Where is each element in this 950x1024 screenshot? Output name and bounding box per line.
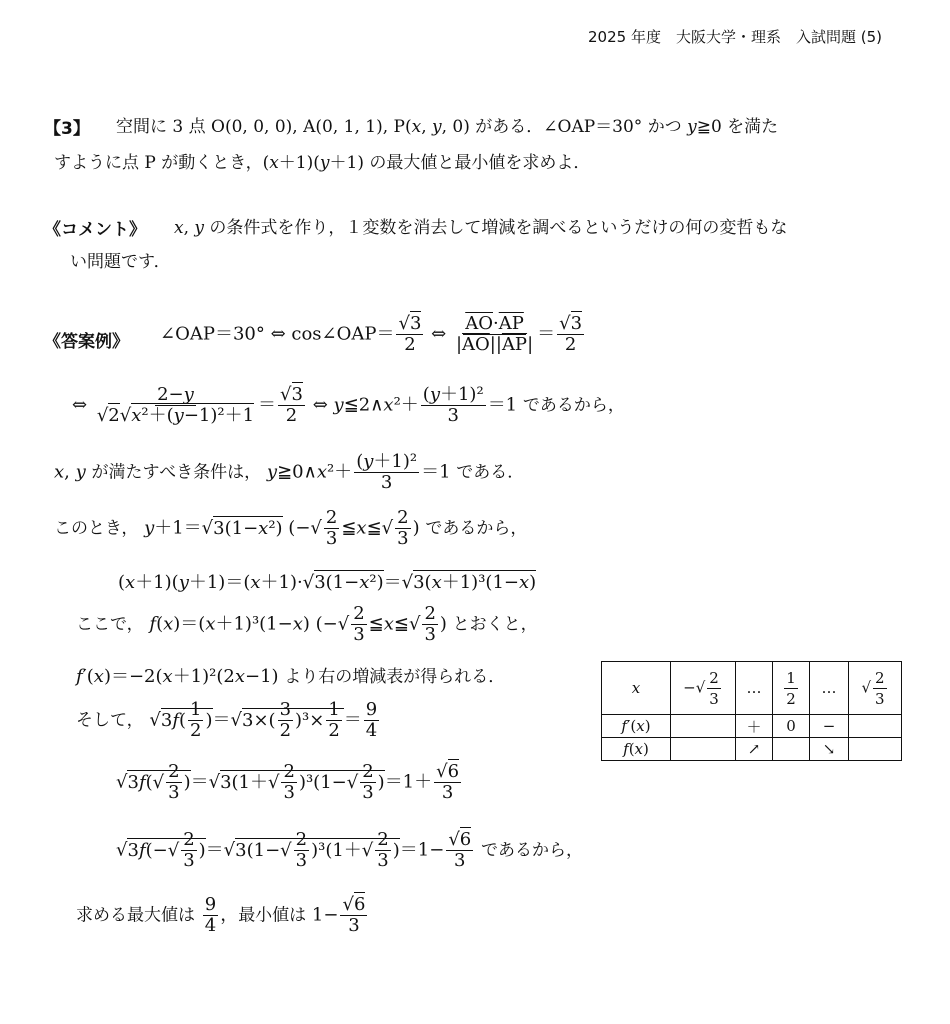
table-cell: −: [810, 715, 849, 738]
answer-line6: ここで， f(x)＝(x＋1)³(1−x) (−√ $\frac{2}{3}$ ≦x≦√ $\frac{2}{3}$ ) とおくと，: [76, 603, 538, 645]
answer-line3: x, y が満たすべき条件は， y≧0∧x²＋ $\frac{\text{(y＋1)²}}{3}$ ＝1 である．: [54, 451, 525, 493]
table-cell: [773, 738, 810, 761]
table-cell-dots: …: [810, 662, 849, 715]
answer-line10: √3f(−√ $\frac{2}{3}$ )＝√3(1−√ $\frac{2}{3}$ )³(1＋√ $\frac{2}{3}$ )＝1− $\frac{√6}{3}$ であるから，: [116, 829, 583, 871]
answer-label: 《答案例》: [44, 332, 129, 352]
table-cell: [849, 738, 902, 761]
answer-line9: √3f(√ $\frac{2}{3}$ )＝√3(1＋√ $\frac{2}{3}$ )³(1−√ $\frac{2}{3}$ )＝1＋ $\frac{√6}{3}$: [116, 761, 460, 803]
table-cell: ＋: [736, 715, 773, 738]
table-cell: [849, 715, 902, 738]
answer-line7: f′(x)＝−2(x＋1)²(2x−1) より右の増減表が得られる．: [76, 666, 506, 687]
answer-line11: 求める最大値は $\frac{9}{4}$ ，最小値は 1− $\frac{√6}{3}$: [76, 894, 366, 936]
table-cell-pos-bound: √ $\frac{2}{3}$: [849, 662, 902, 715]
answer-line5: (x＋1)(y＋1)＝(x＋1)·√3(1−x²)＝√3(x＋1)³(1−x): [118, 572, 537, 593]
table-cell: 0: [773, 715, 810, 738]
table-cell: [671, 738, 736, 761]
table-cell: ↗: [736, 738, 773, 761]
table-cell-half: $\frac{1}{2}$: [773, 662, 810, 715]
table-cell-f-label: f(x): [602, 738, 671, 761]
increase-decrease-table: [601, 661, 902, 761]
table-cell-fprime-label: f′(x): [602, 715, 671, 738]
table-cell: [671, 715, 736, 738]
table-cell-dots: …: [736, 662, 773, 715]
problem-text-line2: すように点 P が動くとき，(x＋1)(y＋1) の最大値と最小値を求めよ．: [54, 153, 591, 173]
table-cell-neg-bound: −√ $\frac{2}{3}$: [671, 662, 736, 715]
answer-line1: ∠OAP＝30° ⇔ cos∠OAP＝ $\frac{√3}{2}$ ⇔ $\frac{\overline{AO}\cdot\overline{AP}}{|\overline{AO}||\overline{AP}|}$ ＝ $\frac{√3}{2}$: [160, 313, 583, 355]
table-cell: ↘: [810, 738, 849, 761]
answer-line8: そして， √3f( $\frac{1}{2}$ )＝√3×( $\frac{3}{2}$ )³× $\frac{1}{2}$ ＝ $\frac{9}{4}$: [76, 699, 378, 741]
comment-text-line1: x, y の条件式を作り，１変数を消去して増減を調べるというだけの何の変哲もな: [174, 218, 788, 238]
comment-text-line2: い問題です．: [70, 252, 171, 272]
comment-label: 《コメント》: [44, 220, 146, 240]
problem-number: 【3】: [44, 119, 90, 139]
page-header: 2025 年度 大阪大学・理系 入試問題 (5): [588, 28, 882, 46]
answer-line4: このとき， y＋1＝√3(1−x²) (−√ $\frac{2}{3}$ ≦x≦√ $\frac{2}{3}$ ) であるから，: [54, 507, 528, 549]
table-cell-x: x: [602, 662, 671, 715]
answer-line2: ⇔ $\frac{2-y}{\text{√2√x²＋(y−1)²＋1}}$ ＝ $\frac{√3}{2}$ ⇔ y≦2∧x²＋ $\frac{\text{(y＋1)²}}{3}$ ＝1 であるから，: [72, 384, 625, 426]
problem-text-line1: 空間に 3 点 O(0, 0, 0), A(0, 1, 1), P(x, y, 0) がある．∠OAP＝30° かつ y≧0 を満た: [116, 117, 779, 137]
